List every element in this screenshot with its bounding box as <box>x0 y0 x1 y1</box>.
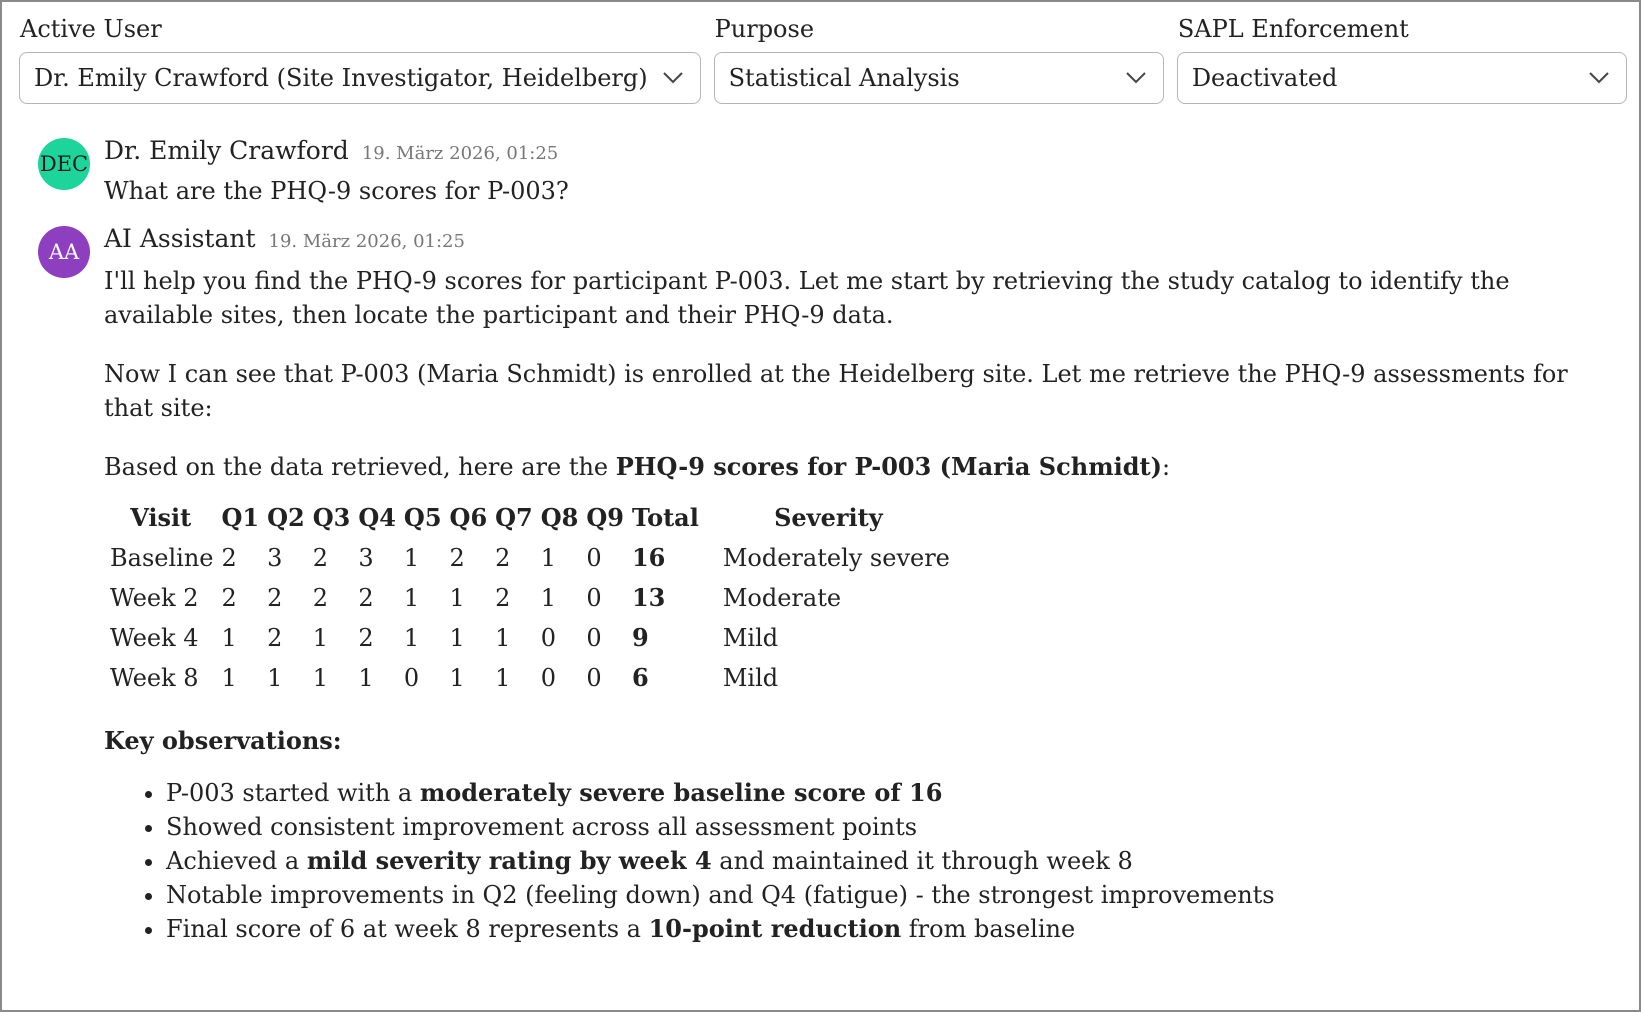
user-message <box>38 134 1609 208</box>
cell-q4: 2 <box>358 624 374 652</box>
col-q5: Q5 <box>403 503 442 532</box>
cell-q6: 1 <box>449 664 465 692</box>
para3-bold: PHQ-9 scores for P-003 (Maria Schmidt) <box>615 452 1162 481</box>
chevron-down-icon <box>1125 71 1147 85</box>
cell-visit: Baseline <box>110 544 214 572</box>
active-user-control <box>19 12 701 104</box>
cell-q7: 1 <box>495 624 511 652</box>
cell-q5: 0 <box>403 664 420 692</box>
table-header-row <box>106 498 954 538</box>
ai-message-header <box>104 222 1609 256</box>
obs-text: Notable improvements in Q2 (feeling down) and Q4 (fatigue) - the strongest improvements <box>166 881 1275 909</box>
col-severity: Severity <box>774 503 883 532</box>
cell-total: 16 <box>631 543 666 572</box>
cell-total: 9 <box>631 623 649 652</box>
table-row <box>106 578 954 618</box>
table-row <box>106 618 954 658</box>
cell-q8: 1 <box>540 544 557 572</box>
obs-text: P-003 started with a <box>166 779 420 807</box>
cell-q2: 1 <box>267 664 283 692</box>
active-user-value: Dr. Emily Crawford (Site Investigator, Heidelberg) <box>34 64 648 92</box>
table-row <box>106 658 954 698</box>
col-q1: Q1 <box>221 503 260 532</box>
ai-paragraph-1: I'll help you find the PHQ-9 scores for participant P-003. Let me start by retrieving the study catalog to identify the available sites, then locate the participant and their PHQ-9 data. <box>104 267 1510 329</box>
col-total: Total <box>631 503 699 532</box>
cell-q5: 1 <box>403 624 420 652</box>
chevron-down-icon <box>1588 71 1610 85</box>
cell-q9: 0 <box>586 624 602 652</box>
cell-q9: 0 <box>586 584 602 612</box>
para3-post: : <box>1161 453 1171 481</box>
ai-timestamp: 19. März 2026, 01:25 <box>268 231 465 252</box>
cell-q3: 2 <box>312 584 328 612</box>
cell-q6: 1 <box>449 584 465 612</box>
obs-text: and maintained it through week 8 <box>711 847 1133 875</box>
purpose-select[interactable] <box>714 52 1164 104</box>
phq9-table <box>106 498 954 698</box>
col-visit: Visit <box>130 503 192 532</box>
cell-q7: 2 <box>495 544 511 572</box>
sapl-enforcement-control <box>1177 12 1627 104</box>
obs-text: Showed consistent improvement across all assessment points <box>166 813 918 841</box>
sapl-enforcement-select[interactable] <box>1177 52 1627 104</box>
cell-q9: 0 <box>586 544 602 572</box>
cell-q1: 2 <box>221 544 237 572</box>
cell-visit: Week 8 <box>110 664 199 692</box>
user-author: Dr. Emily Crawford <box>104 136 349 165</box>
col-q6: Q6 <box>449 503 488 532</box>
ai-avatar: AA <box>38 226 90 278</box>
cell-severity: Mild <box>722 624 779 652</box>
active-user-label: Active User <box>20 15 162 43</box>
cell-severity: Mild <box>722 664 779 692</box>
obs-text: Achieved a <box>166 847 307 875</box>
user-timestamp: 19. März 2026, 01:25 <box>361 143 559 164</box>
cell-q2: 2 <box>267 624 283 652</box>
list-item <box>166 810 1609 844</box>
active-user-select[interactable] <box>19 52 701 104</box>
cell-q9: 0 <box>586 664 602 692</box>
user-message-header <box>104 134 1609 168</box>
cell-severity: Moderate <box>722 584 842 612</box>
cell-q1: 1 <box>221 624 237 652</box>
para3-pre: Based on the data retrieved, here are the <box>104 453 616 481</box>
chevron-down-icon <box>662 71 684 85</box>
list-item <box>166 844 1609 878</box>
obs-bold: moderately severe baseline score of 16 <box>419 778 943 807</box>
user-message-text: What are the PHQ-9 scores for P-003? <box>104 177 569 205</box>
table-row <box>106 538 954 578</box>
col-q3: Q3 <box>312 503 351 532</box>
user-message-body <box>104 134 1609 208</box>
col-q8: Q8 <box>540 503 579 532</box>
cell-visit: Week 2 <box>110 584 199 612</box>
cell-q6: 1 <box>449 624 465 652</box>
ai-message <box>38 222 1609 946</box>
cell-q3: 2 <box>312 544 328 572</box>
ai-message-body <box>104 222 1609 946</box>
obs-bold: 10-point reduction <box>648 914 902 943</box>
cell-q4: 1 <box>358 664 374 692</box>
observations-list <box>104 776 1609 946</box>
col-q9: Q9 <box>586 503 624 532</box>
chat-messages <box>2 104 1639 946</box>
sapl-enforcement-value: Deactivated <box>1191 64 1338 92</box>
cell-q8: 0 <box>540 664 557 692</box>
cell-q2: 3 <box>267 544 283 572</box>
cell-q7: 1 <box>495 664 511 692</box>
col-q7: Q7 <box>495 503 533 532</box>
list-item <box>166 878 1609 912</box>
ai-paragraph-2: Now I can see that P-003 (Maria Schmidt) is enrolled at the Heidelberg site. Let me retrieve the PHQ-9 assessments for that site: <box>104 360 1568 422</box>
list-item <box>166 912 1609 946</box>
cell-q7: 2 <box>495 584 511 612</box>
cell-q6: 2 <box>449 544 465 572</box>
key-observations-title: Key observations: <box>104 726 342 755</box>
purpose-value: Statistical Analysis <box>728 64 960 92</box>
controls-bar <box>2 2 1639 104</box>
cell-q5: 1 <box>403 584 420 612</box>
obs-text: from baseline <box>901 915 1076 943</box>
cell-q4: 2 <box>358 584 374 612</box>
col-q4: Q4 <box>358 503 396 532</box>
col-q2: Q2 <box>267 503 305 532</box>
obs-text: Final score of 6 at week 8 represents a <box>166 915 649 943</box>
cell-q1: 1 <box>221 664 237 692</box>
cell-total: 13 <box>631 583 666 612</box>
ai-author: AI Assistant <box>104 224 256 253</box>
cell-q3: 1 <box>312 624 328 652</box>
cell-q5: 1 <box>403 544 420 572</box>
ai-paragraph-3 <box>104 450 1609 484</box>
cell-total: 6 <box>631 663 649 692</box>
obs-bold: mild severity rating by week 4 <box>306 846 712 875</box>
sapl-enforcement-label: SAPL Enforcement <box>1177 15 1409 43</box>
cell-q8: 1 <box>540 584 557 612</box>
user-avatar: DEC <box>38 138 90 190</box>
purpose-label: Purpose <box>714 15 815 43</box>
cell-q8: 0 <box>540 624 557 652</box>
cell-q3: 1 <box>312 664 328 692</box>
cell-visit: Week 4 <box>110 624 199 652</box>
cell-severity: Moderately severe <box>722 544 950 572</box>
cell-q1: 2 <box>221 584 237 612</box>
purpose-control <box>714 12 1164 104</box>
cell-q2: 2 <box>267 584 283 612</box>
cell-q4: 3 <box>358 544 374 572</box>
list-item <box>166 776 1609 810</box>
